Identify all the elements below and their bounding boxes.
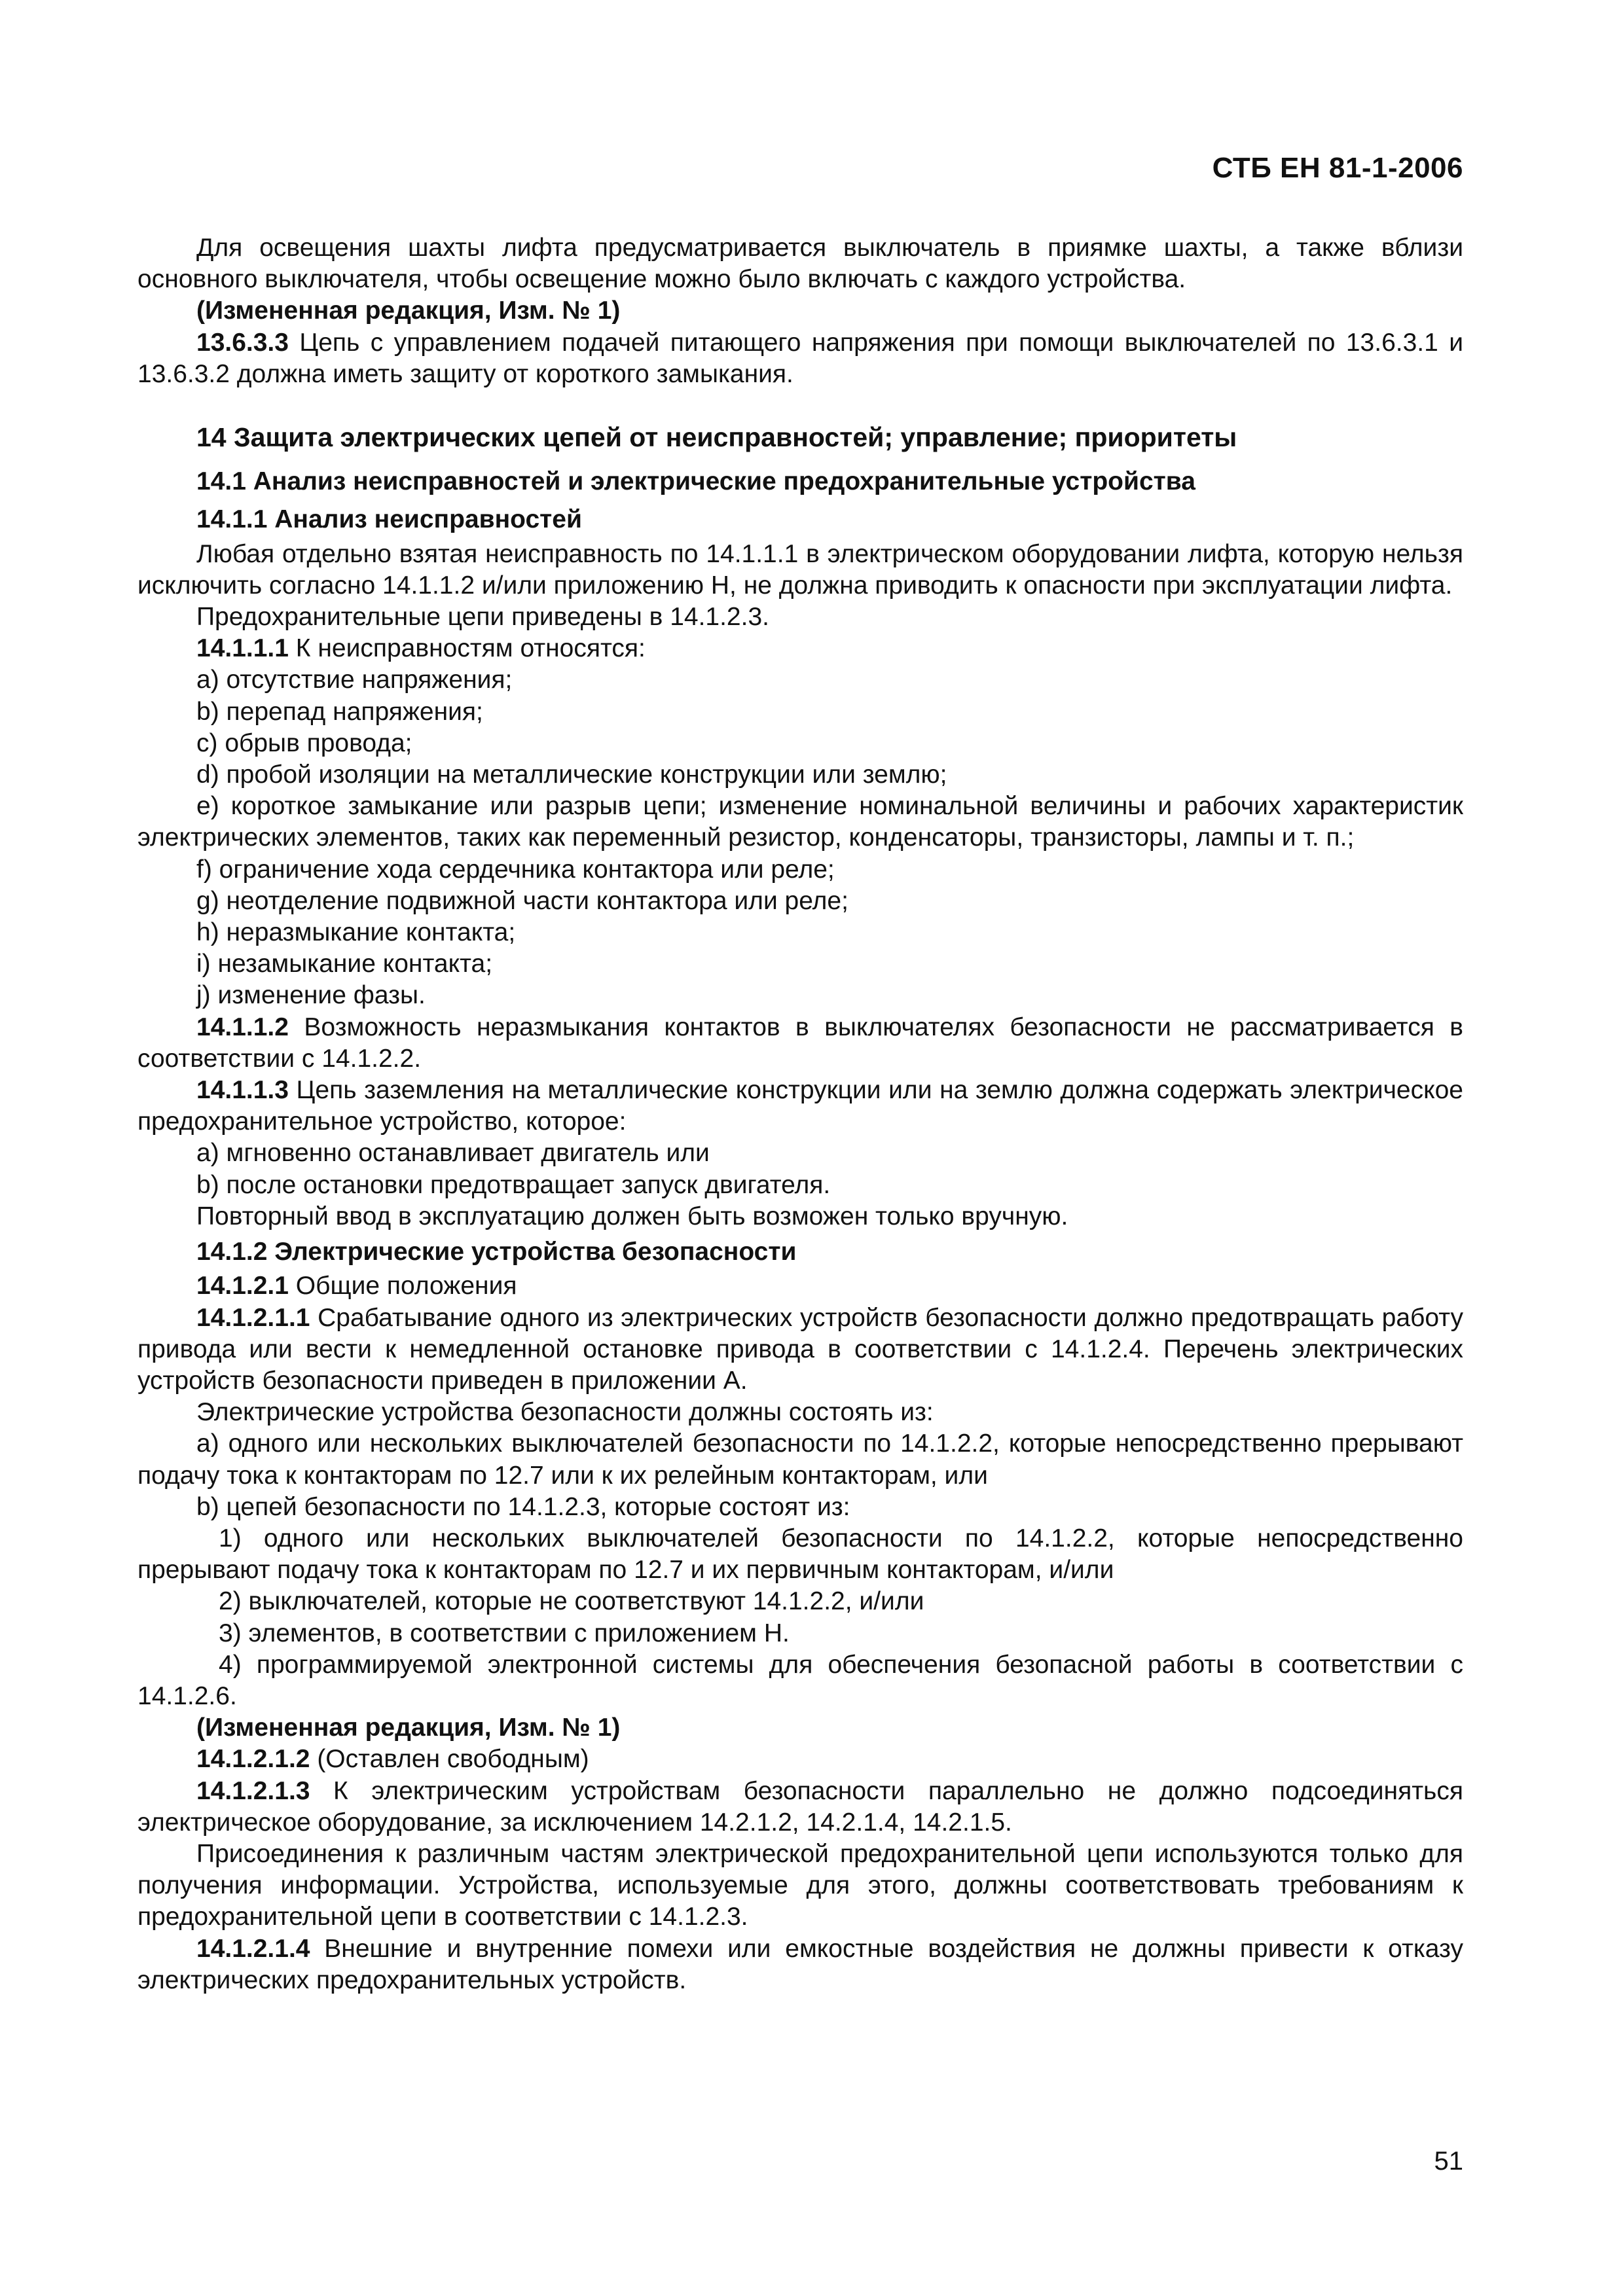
list-item-f: f) ограничение хода сердечника контактора или реле; [196,855,835,884]
clause-text: К электрическим устройствам безопасности параллельно не должно подсоединяться электрическое оборудование, за исключением 14.2.1.2, 14.2.1.4, 14.2.1.5. [137,1776,1463,1837]
clause-text: Внешние и внутренние помехи или емкостные воздействия не должны привести к отказу электрических предохранительных устройств. [137,1934,1463,1994]
clause-number: 14.1.2.1.1 [196,1303,310,1332]
clause-text: Возможность неразмыкания контактов в выключателях безопасности не рассматривается в соответствии с 14.1.2.2. [137,1013,1463,1073]
paragraph: Любая отдельно взятая неисправность по 14.1.1.1 в электрическом оборудовании лифта, которую нельзя исключить согласно 14.1.1.2 и/или приложению Н, не должна приводить к опасности при эксплуатации лифта. [137,539,1463,600]
list-item-b: b) перепад напряжения; [196,697,483,726]
list-item-3: 3) элементов, в соответствии с приложением Н. [219,1619,790,1647]
clause-number: 14.1.2.1.4 [196,1934,310,1963]
paragraph: Присоединения к различным частям электрической предохранительной цепи используются только для получения информации. Устройства, используемые для этого, должны соответствовать требованиям к предохранительной цепи в соответствии с 14.1.2.3. [137,1839,1463,1931]
list-item-1: 1) одного или нескольких выключателей безопасности по 14.1.2.2, которые непосредственно прерывают подачу тока к контакторам по 12.7 и их первичным контакторам, и/или [137,1524,1463,1585]
clause-14-1-2-1-2 [137,1744,1463,1775]
clause-14-1-1-3 [137,1075,1463,1138]
document-page [137,0,1463,2296]
clause-number: 13.6.3.3 [196,328,289,357]
clause-text: К неисправностям относятся: [288,634,646,663]
amendment-note [137,1712,1463,1744]
list-item-4: 4) программируемой электронной системы для обеспечения безопасной работы в соответствии с 14.1.2.6. [137,1650,1463,1710]
clause-14-1-1-2 [137,1012,1463,1075]
list-item-e: e) короткое замыкание или разрыв цепи; изменение номинальной величины и рабочих характеристик электрических элементов, таких как переменный резистор, конденсаторы, транзисторы, лампы и т. п.; [137,792,1463,852]
list-item-c: c) обрыв провода; [196,728,412,757]
clause-text: Цепь с управлением подачей питающего напряжения при помощи выключателей по 13.6.3.1 и 13.6.3.2 должна иметь защиту от короткого замыкания. [137,328,1463,388]
list-item-d: d) пробой изоляции на металлические конструкции или землю; [196,761,947,789]
paragraph: Для освещения шахты лифта предусматривается выключатель в приямке шахты, а также вблизи основного выключателя, чтобы освещение можно было включать с каждого устройства. [137,234,1463,294]
clause-number: 14.1.1.1 [196,634,289,663]
list-item-j: j) изменение фазы. [196,981,426,1010]
clause-14-1-1-1 [137,633,1463,664]
clause-13-6-3-3 [137,327,1463,390]
clause-14-1-2-1 [137,1270,1463,1302]
clause-number: 14.1.2.1.3 [196,1776,310,1805]
section-heading-14-1-2: 14.1.2 Электрические устройства безопасности [196,1238,797,1266]
clause-text: Срабатывание одного из электрических устройств безопасности должно предотвращать работу привода или вести к немедленной остановке привода в соответствии с 14.1.2.4. Перечень электрических устройств безопасности приведен в приложении А. [137,1303,1463,1395]
document-body [137,232,1463,1996]
list-item-g: g) неотделение подвижной части контактора или реле; [196,886,848,915]
list-item-2: 2) выключателей, которые не соответствуют 14.1.2.2, и/или [219,1587,924,1616]
clause-14-1-2-1-4 [137,1933,1463,1996]
list-item-a: a) отсутствие напряжения; [196,666,513,694]
clause-14-1-2-1-3 [137,1776,1463,1839]
section-heading-14: 14 Защита электрических цепей от неисправностей; управление; приоритеты [196,422,1237,453]
clause-number: 14.1.1.2 [196,1013,289,1041]
list-item-i: i) незамыкание контакта; [196,950,493,978]
paragraph: Повторный ввод в эксплуатацию должен быть возможен только вручную. [196,1202,1068,1230]
paragraph: Электрические устройства безопасности должны состоять из: [196,1398,934,1427]
section-heading-14-1: 14.1 Анализ неисправностей и электрические предохранительные устройства [196,467,1195,496]
clause-14-1-2-1-1 [137,1302,1463,1397]
standard-code: СТБ ЕН 81-1-2006 [1212,152,1463,184]
list-item-a: a) одного или нескольких выключателей безопасности по 14.1.2.2, которые непосредственно прерывают подачу тока к контакторам по 12.7 или к их релейным контакторам, или [137,1429,1463,1490]
clause-text: Цепь заземления на металлические конструкции или на землю должна содержать электрическое предохранительное устройство, которое: [137,1076,1463,1136]
section-heading-14-1-1: 14.1.1 Анализ неисправностей [196,505,582,534]
clause-text: Общие положения [288,1272,517,1300]
list-item-b: b) после остановки предотвращает запуск двигателя. [196,1170,831,1199]
clause-number: 14.1.2.1.2 [196,1745,310,1774]
amendment-note-text: (Измененная редакция, Изм. № 1) [196,296,621,325]
amendment-note-text: (Измененная редакция, Изм. № 1) [196,1713,621,1742]
list-item-h: h) неразмыкание контакта; [196,918,516,947]
list-item-a: a) мгновенно останавливает двигатель или [196,1139,710,1168]
clause-number: 14.1.2.1 [196,1272,289,1300]
page-number: 51 [1434,2147,1463,2176]
paragraph: Предохранительные цепи приведены в 14.1.2.3. [196,603,769,632]
list-item-b: b) цепей безопасности по 14.1.2.3, которые состоят из: [196,1492,850,1521]
clause-number: 14.1.1.3 [196,1076,289,1105]
clause-text: (Оставлен свободным) [310,1745,589,1774]
amendment-note [137,295,1463,327]
